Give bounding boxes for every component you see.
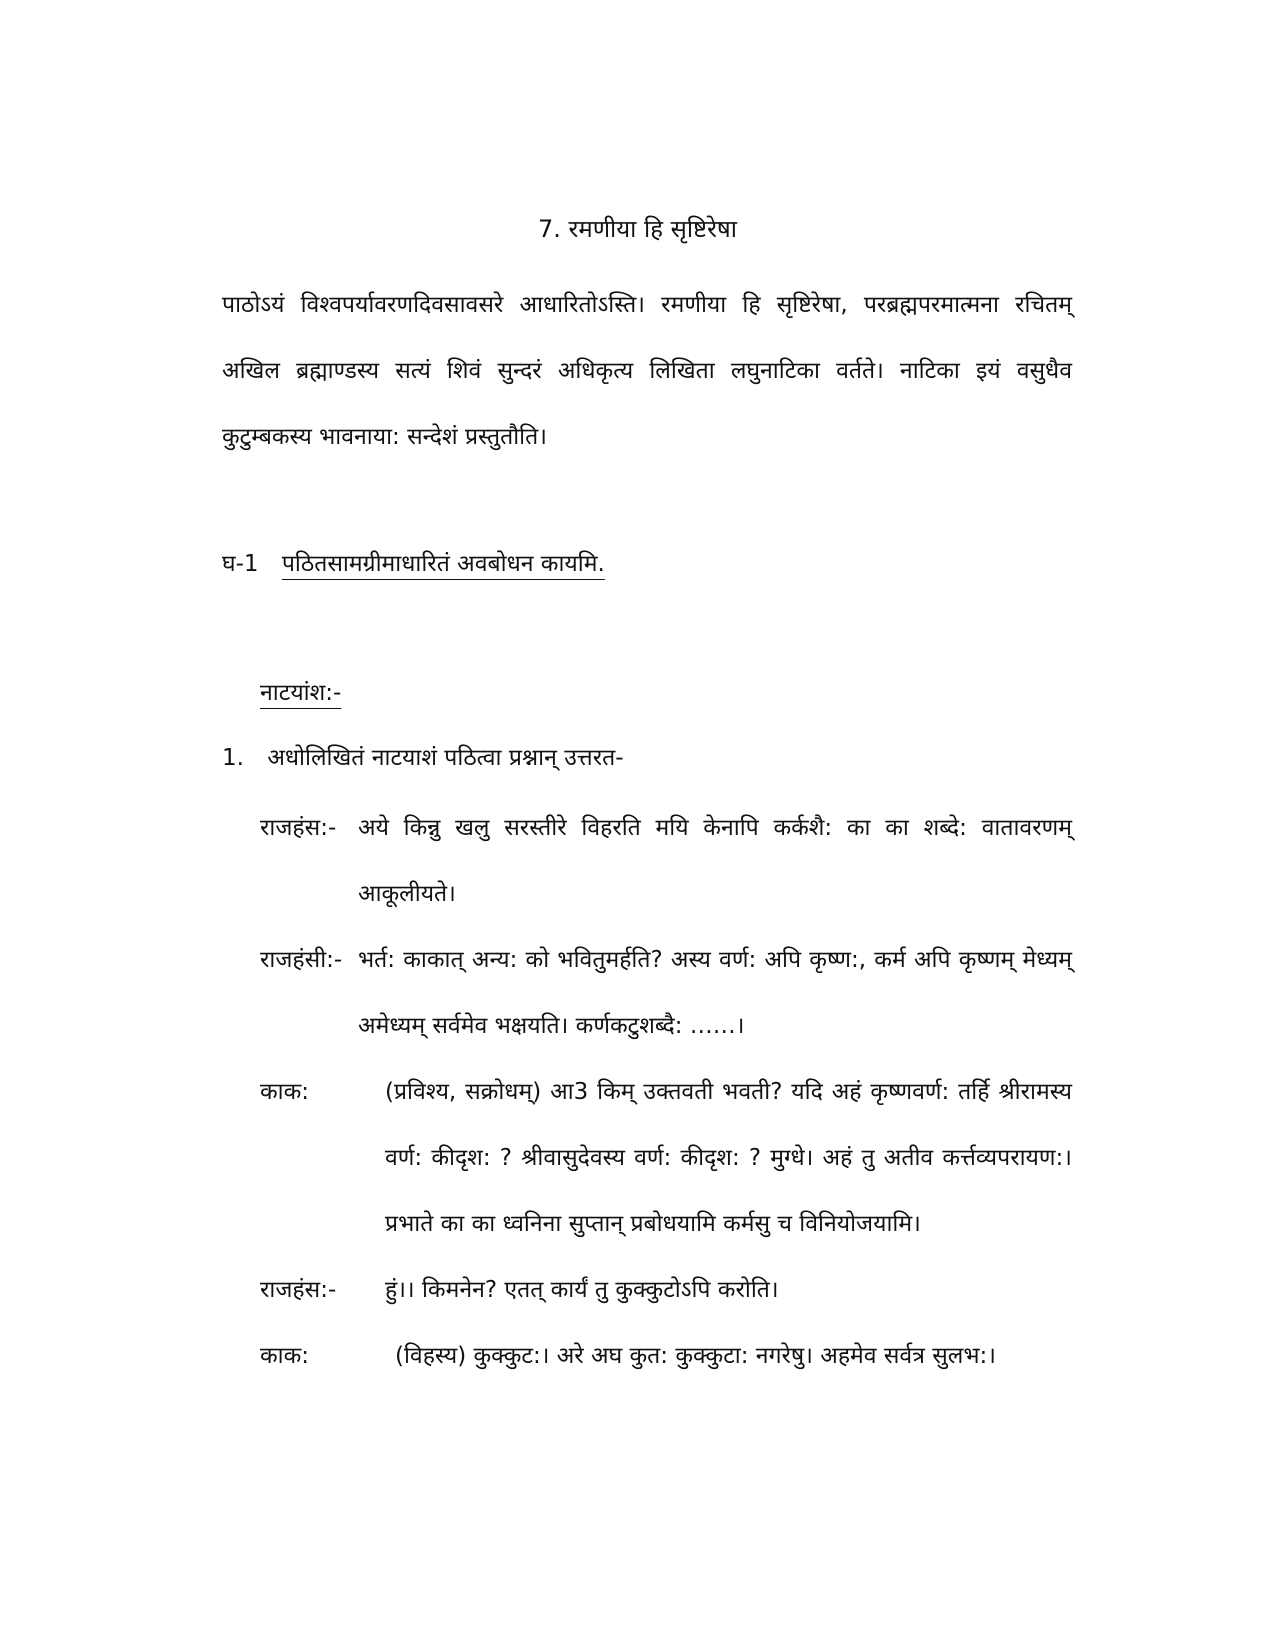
speaker-label: काक: xyxy=(260,1079,310,1105)
section-heading xyxy=(222,546,605,578)
speaker-label: काक: xyxy=(260,1343,310,1369)
speech-text: (प्रविश्य, सक्रोधम्) आ3 किम् उक्तवती भवती? यदि अहं कृष्णवर्ण: तर्हि श्रीरामस्य वर्ण: कीदृश: ? श्रीवासुदेवस्य वर्ण: कीदृश: ? मुग्धे। अहं तु अतीव कर्त्तव्यपरायण:। प्रभाते का का ध्वनिना सुप्तान् प्रबोधयामि कर्मसु च विनियोजयामि। xyxy=(385,1079,1072,1237)
speech-text: अये किन्नु खलु सरस्तीरे विहरति मयि केनापि कर्कशै: का का शब्दे: वातावरणम् आकूलीयते। xyxy=(358,815,1072,907)
dialogue xyxy=(260,795,1072,1389)
question xyxy=(222,740,624,772)
lesson-title: 7. रमणीया हि सृष्टिरेषा xyxy=(538,215,737,243)
speaker-label: राजहंसी:- xyxy=(260,947,343,973)
question-text: अधोलिखितं नाटयाशं पठित्वा प्रश्नान् उत्तरत- xyxy=(267,745,624,771)
section-title: पठितसामग्रीमाधारितं अवबोधन कायमि. xyxy=(281,551,605,577)
question-number: 1. xyxy=(222,745,244,771)
section-number: घ-1 xyxy=(222,551,259,577)
speech-text: भर्त: काकात् अन्य: को भवितुमर्हति? अस्य वर्ण: अपि कृष्ण:, कर्म अपि कृष्णम् मेध्यम् अमेध्यम् सर्वमेव भक्षयति। कर्णकटुशब्दै: ……। xyxy=(358,947,1072,1039)
speech-text: हुं।। किमनेन? एतत् कार्यं तु कुक्कुटोऽपि करोति। xyxy=(385,1277,779,1303)
dialogue-turn xyxy=(260,1059,1072,1257)
speaker-label: राजहंस:- xyxy=(260,815,337,841)
dialogue-turn xyxy=(260,1323,1072,1389)
dialogue-turn xyxy=(260,1257,1072,1323)
dialogue-turn xyxy=(260,795,1072,927)
dramatic-extract-heading: नाटयांश:- xyxy=(260,680,342,706)
dialogue-turn xyxy=(260,927,1072,1059)
speech-text: (विहस्य) कुक्कुट:। अरे अघ कुत: कुक्कुटा: नगरेषु। अहमेव सर्वत्र सुलभ:। xyxy=(395,1343,997,1369)
speaker-label: राजहंस:- xyxy=(260,1277,337,1303)
intro-paragraph: पाठोऽयं विश्वपर्यावरणदिवसावसरे आधारितोऽस्ति। रमणीया हि सृष्टिरेषा, परब्रह्मपरमात्मना रचितम् अखिल ब्रह्माण्डस्य सत्यं शिवं सुन्दरं अधिकृत्य लिखिता लघुनाटिका वर्तते। नाटिका इयं वसुधैव कुटुम्बकस्य भावनाया: सन्देशं प्रस्तुतौति। xyxy=(222,292,1072,450)
